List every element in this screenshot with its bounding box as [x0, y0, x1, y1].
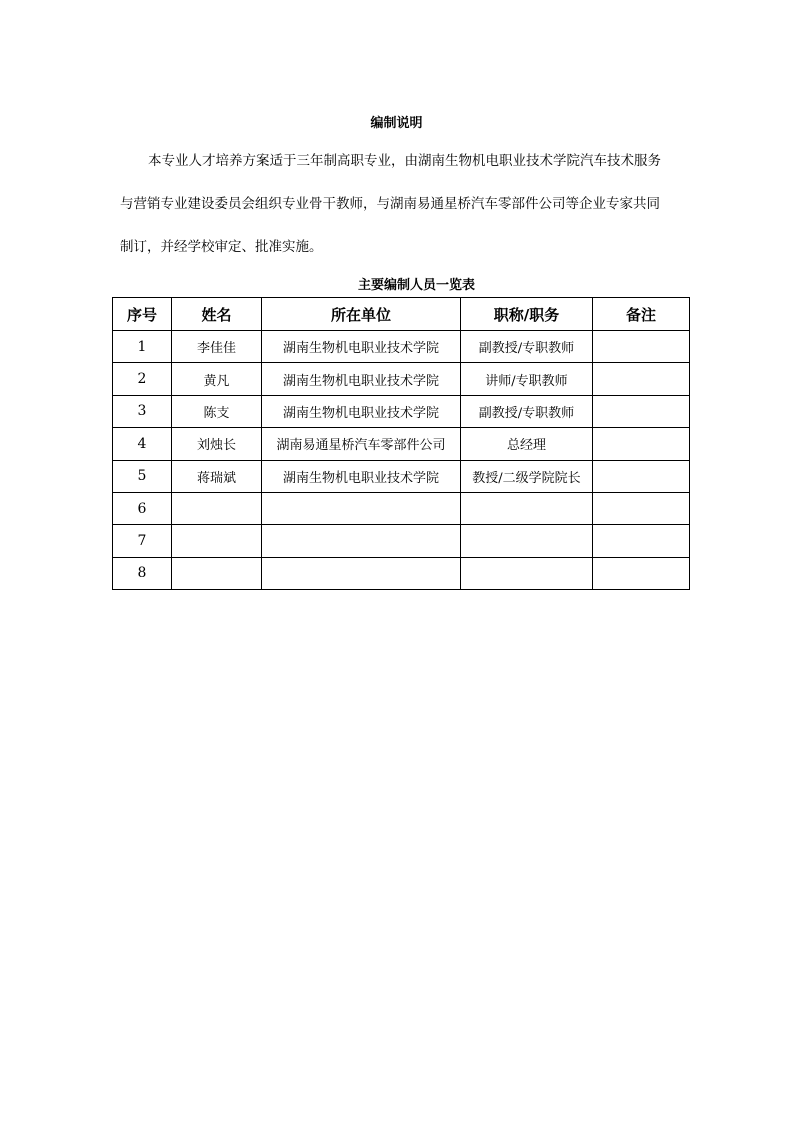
table-row — [113, 331, 690, 363]
cell-title — [461, 492, 593, 524]
header-title: 职称/职务 — [461, 298, 593, 331]
cell-name: 陈支 — [172, 395, 262, 427]
cell-remarks — [593, 395, 690, 427]
cell-title: 讲师/专职教师 — [461, 363, 593, 395]
cell-remarks — [593, 363, 690, 395]
cell-organization — [262, 492, 461, 524]
cell-organization: 湖南生物机电职业技术学院 — [262, 363, 461, 395]
cell-organization: 湖南生物机电职业技术学院 — [262, 331, 461, 363]
cell-title: 副教授/专职教师 — [461, 395, 593, 427]
header-organization: 所在单位 — [262, 298, 461, 331]
cell-index: 2 — [113, 363, 172, 395]
cell-name — [172, 557, 262, 589]
intro-line-3: 制订，并经学校审定、批准实施。 — [120, 239, 323, 255]
header-name: 姓名 — [172, 298, 262, 331]
table-row — [113, 557, 690, 589]
cell-title: 副教授/专职教师 — [461, 331, 593, 363]
cell-index: 3 — [113, 395, 172, 427]
cell-remarks — [593, 460, 690, 492]
table-row — [113, 525, 690, 557]
staff-table — [112, 297, 690, 590]
cell-remarks — [593, 525, 690, 557]
cell-name: 刘烛长 — [172, 428, 262, 460]
cell-title — [461, 525, 593, 557]
header-index: 序号 — [113, 298, 172, 331]
table-row — [113, 492, 690, 524]
intro-paragraph — [120, 150, 680, 279]
cell-organization — [262, 525, 461, 557]
cell-organization: 湖南生物机电职业技术学院 — [262, 395, 461, 427]
table-row — [113, 363, 690, 395]
cell-remarks — [593, 557, 690, 589]
cell-remarks — [593, 331, 690, 363]
document-title: 编制说明 — [370, 116, 423, 131]
cell-remarks — [593, 492, 690, 524]
cell-title: 教授/二级学院院长 — [461, 460, 593, 492]
cell-index: 1 — [113, 331, 172, 363]
intro-line-2: 与营销专业建设委员会组织专业骨干教师，与湖南易通星桥汽车零部件公司等企业专家共同 — [120, 196, 660, 212]
table-title: 主要编制人员一览表 — [357, 278, 475, 293]
cell-index: 8 — [113, 557, 172, 589]
cell-title: 总经理 — [461, 428, 593, 460]
cell-title — [461, 557, 593, 589]
cell-index: 6 — [113, 492, 172, 524]
cell-name — [172, 492, 262, 524]
table-row — [113, 460, 690, 492]
table-row — [113, 428, 690, 460]
cell-index: 7 — [113, 525, 172, 557]
header-remarks: 备注 — [593, 298, 690, 331]
intro-line-1: 本专业人才培养方案适于三年制高职专业，由湖南生物机电职业技术学院汽车技术服务 — [148, 153, 661, 169]
cell-name — [172, 525, 262, 557]
cell-name: 蒋瑞斌 — [172, 460, 262, 492]
table-header-row — [113, 298, 690, 331]
cell-organization — [262, 557, 461, 589]
table-row — [113, 395, 690, 427]
cell-index: 4 — [113, 428, 172, 460]
cell-name: 李佳佳 — [172, 331, 262, 363]
cell-name: 黄凡 — [172, 363, 262, 395]
cell-organization: 湖南易通星桥汽车零部件公司 — [262, 428, 461, 460]
cell-index: 5 — [113, 460, 172, 492]
cell-remarks — [593, 428, 690, 460]
cell-organization: 湖南生物机电职业技术学院 — [262, 460, 461, 492]
